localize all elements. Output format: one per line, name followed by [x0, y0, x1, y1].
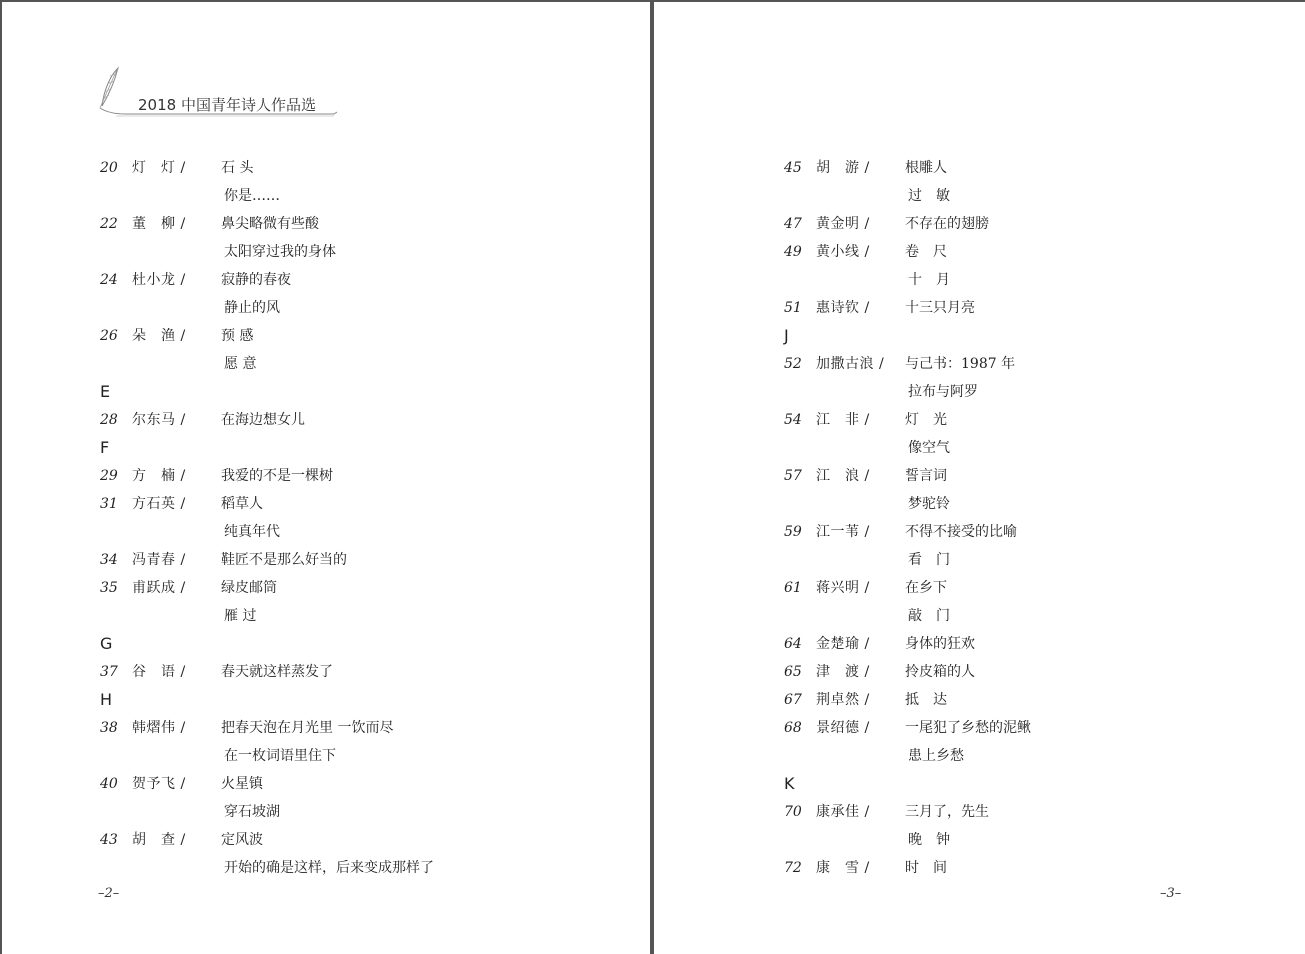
page-ref: 65: [784, 664, 802, 680]
poem-title: 太阳穿过我的身体: [224, 244, 336, 260]
poem-title: 卷 尺: [905, 244, 947, 260]
poem-title: 根雕人: [905, 160, 947, 176]
page-ref: 52: [784, 356, 802, 372]
poem-title: 石 头: [221, 160, 254, 176]
poem-title: 不存在的翅膀: [905, 216, 989, 232]
poem-title: 鼻尖略微有些酸: [221, 216, 319, 232]
author-name: 冯青春 /: [132, 552, 186, 568]
author-name: 胡 游 /: [816, 160, 870, 176]
author-name: 惠诗钦 /: [816, 300, 870, 316]
page-ref: 47: [784, 216, 802, 232]
poem-title: 在乡下: [905, 580, 947, 596]
page-ref: 29: [100, 468, 118, 484]
running-header: [96, 66, 346, 122]
poem-title: 定风波: [221, 832, 263, 848]
poem-title: 预 感: [221, 328, 254, 344]
author-name: 韩熠伟 /: [132, 720, 186, 736]
author-name: 黄小线 /: [816, 244, 870, 260]
section-letter: G: [100, 634, 113, 653]
poem-title: 敲 门: [908, 608, 950, 624]
poem-title: 身体的狂欢: [905, 636, 975, 652]
poem-title: 鞋匠不是那么好当的: [221, 552, 347, 568]
section-letter: H: [100, 690, 113, 709]
poem-title: 拎皮箱的人: [905, 664, 975, 680]
page-ref: 68: [784, 720, 802, 736]
author-name: 江一苇 /: [816, 524, 870, 540]
book-title: 2018 中国青年诗人作品选: [138, 96, 316, 114]
poem-title: 我爱的不是一棵树: [221, 468, 333, 484]
poem-title: 像空气: [908, 440, 950, 456]
poem-title: 纯真年代: [224, 524, 280, 540]
author-name: 蒋兴明 /: [816, 580, 870, 596]
poem-title: 愿 意: [224, 356, 257, 372]
poem-title: 晚 钟: [908, 832, 950, 848]
page-ref: 43: [100, 832, 118, 848]
author-name: 朵 渔 /: [132, 328, 186, 344]
author-name: 贺予飞 /: [132, 776, 186, 792]
author-name: 津 渡 /: [816, 664, 870, 680]
page-ref: 49: [784, 244, 802, 260]
page-ref: 67: [784, 692, 802, 708]
section-letter: E: [100, 382, 111, 401]
poem-title: 与己书：1987 年: [905, 356, 1016, 372]
poem-title: 梦驼铃: [908, 496, 950, 512]
page-ref: 40: [100, 776, 118, 792]
author-name: 方石英 /: [132, 496, 186, 512]
poem-title: 春天就这样蒸发了: [221, 664, 333, 680]
author-name: 荆卓然 /: [816, 692, 870, 708]
poem-title: 火星镇: [221, 776, 263, 792]
poem-title: 开始的确是这样，后来变成那样了: [224, 860, 434, 876]
poem-title: 不得不接受的比喻: [905, 524, 1017, 540]
section-letter: J: [784, 326, 789, 345]
page-ref: 72: [784, 860, 802, 876]
author-name: 江 浪 /: [816, 468, 870, 484]
page-ref: 61: [784, 580, 802, 596]
author-name: 胡 查 /: [132, 832, 186, 848]
page-ref: 35: [100, 580, 118, 596]
author-name: 景绍德 /: [816, 720, 870, 736]
poem-title: 在一枚词语里住下: [224, 748, 336, 764]
author-name: 董 柳 /: [132, 216, 186, 232]
author-name: 金楚瑜 /: [816, 636, 870, 652]
page-ref: 22: [100, 216, 118, 232]
poem-title: 一尾犯了乡愁的泥鳅: [905, 720, 1031, 736]
author-name: 康 雪 /: [816, 860, 870, 876]
page-ref: 34: [100, 552, 118, 568]
poem-title: 时 间: [905, 860, 947, 876]
section-letter: K: [784, 774, 795, 793]
page-ref: 45: [784, 160, 802, 176]
poem-title: 绿皮邮筒: [221, 580, 277, 596]
page-number: –2–: [98, 886, 120, 901]
page-ref: 37: [100, 664, 118, 680]
page-ref: 28: [100, 412, 118, 428]
page-ref: 51: [784, 300, 802, 316]
left-page: [2, 2, 650, 954]
author-name: 杜小龙 /: [132, 272, 186, 288]
poem-title: 十三只月亮: [905, 300, 975, 316]
page-ref: 64: [784, 636, 802, 652]
poem-title: 稻草人: [221, 496, 263, 512]
page-ref: 31: [100, 496, 118, 512]
poem-title: 灯 光: [905, 412, 947, 428]
poem-title: 穿石坡湖: [224, 804, 280, 820]
author-name: 康承佳 /: [816, 804, 870, 820]
poem-title: 十 月: [908, 272, 950, 288]
poem-title: 过 敏: [908, 188, 950, 204]
page-ref: 38: [100, 720, 118, 736]
poem-title: 抵 达: [905, 692, 947, 708]
author-name: 江 非 /: [816, 412, 870, 428]
page-ref: 57: [784, 468, 802, 484]
page-ref: 26: [100, 328, 118, 344]
right-page: [654, 2, 1305, 954]
poem-title: 誓言词: [905, 468, 947, 484]
poem-title: 雁 过: [224, 608, 257, 624]
page-ref: 59: [784, 524, 802, 540]
page-ref: 20: [100, 160, 118, 176]
author-name: 加撒古浪 /: [816, 356, 885, 372]
poem-title: 拉布与阿罗: [908, 384, 978, 400]
page-ref: 54: [784, 412, 802, 428]
poem-title: 患上乡愁: [908, 748, 964, 764]
poem-title: 把春天泡在月光里 一饮而尽: [221, 720, 394, 736]
page-ref: 24: [100, 272, 118, 288]
poem-title: 看 门: [908, 552, 950, 568]
author-name: 尔东马 /: [132, 412, 186, 428]
author-name: 谷 语 /: [132, 664, 186, 680]
author-name: 方 楠 /: [132, 468, 186, 484]
poem-title: 你是……: [224, 188, 280, 204]
page-ref: 70: [784, 804, 802, 820]
poem-title: 寂静的春夜: [221, 272, 291, 288]
author-name: 黄金明 /: [816, 216, 870, 232]
author-name: 甫跃成 /: [132, 580, 186, 596]
poem-title: 三月了，先生: [905, 804, 989, 820]
poem-title: 在海边想女儿: [221, 412, 305, 428]
page-number: –3–: [1160, 886, 1182, 901]
author-name: 灯 灯 /: [132, 160, 186, 176]
section-letter: F: [100, 438, 110, 457]
poem-title: 静止的风: [224, 300, 280, 316]
